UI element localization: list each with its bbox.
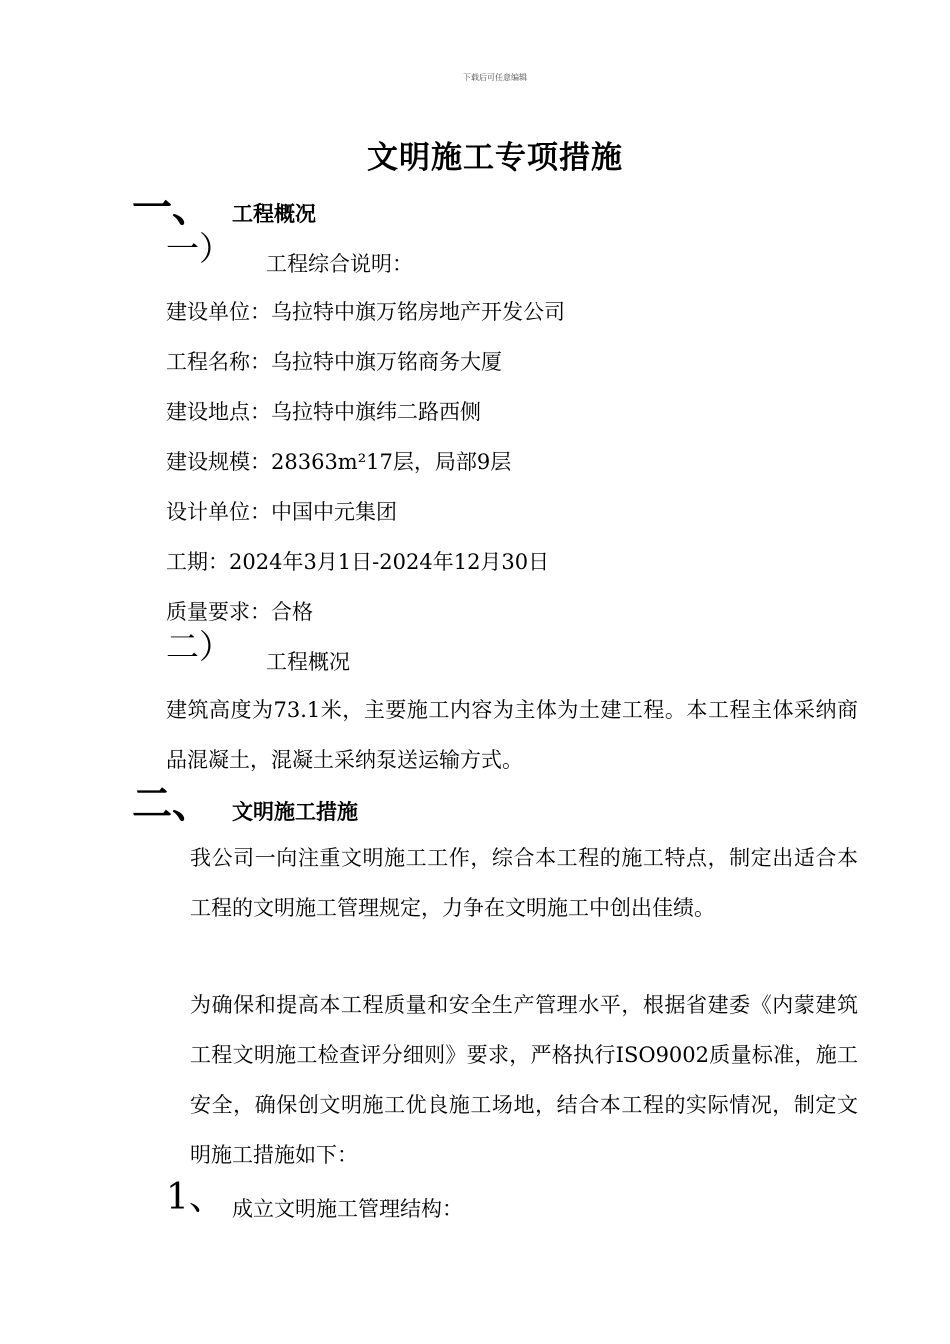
document-title: 文明施工专项措施 [367, 140, 623, 176]
subsection2-heading: 工程概况 [266, 650, 350, 674]
info-line-quality: 质量要求：合格 [166, 600, 313, 624]
info-line-location: 建设地点：乌拉特中旗纬二路西侧 [166, 400, 481, 424]
overview-paragraph: 建筑高度为73.1米，主要施工内容为主体为土建工程。本工程主体采纳商品混凝土，混凝土采纳泵送运输方式。 [166, 698, 858, 772]
item1-heading: 成立文明施工管理结构： [232, 1197, 463, 1221]
section1-heading: 工程概况 [232, 201, 316, 226]
info-line-designer: 设计单位：中国中元集团 [166, 500, 397, 524]
info-line-schedule: 工期：2024年3月1日-2024年12月30日 [166, 550, 550, 574]
subsection2-number: 二） [166, 627, 232, 666]
info-line-scale: 建设规模：28363m²17层，局部9层 [166, 450, 512, 474]
subsection1-heading: 工程综合说明： [266, 252, 413, 276]
subsection1-number: 一） [166, 229, 232, 268]
section2-heading: 文明施工措施 [232, 799, 358, 824]
section1-number: 一、 [132, 184, 212, 231]
info-line-builder: 建设单位：乌拉特中旗万铭房地产开发公司 [166, 300, 565, 324]
info-line-project-name: 工程名称：乌拉特中旗万铭商务大厦 [166, 350, 502, 374]
measures-paragraph-1: 我公司一向注重文明施工工作，综合本工程的施工特点，制定出适合本工程的文明施工管理规定，力争在文明施工中创出佳绩。 [190, 846, 858, 920]
section2-number: 二、 [132, 780, 212, 827]
measures-paragraph-2: 为确保和提高本工程质量和安全生产管理水平，根据省建委《内蒙建筑工程文明施工检查评分细则》要求，严格执行ISO9002质量标准，施工安全，确保创文明施工优良施工场地，结合本工程的实际情况，制定文明施工措施如下： [190, 993, 858, 1167]
item1-number: 1、 [166, 1177, 225, 1218]
page-header-note: 下载后可任意编辑 [463, 73, 527, 82]
